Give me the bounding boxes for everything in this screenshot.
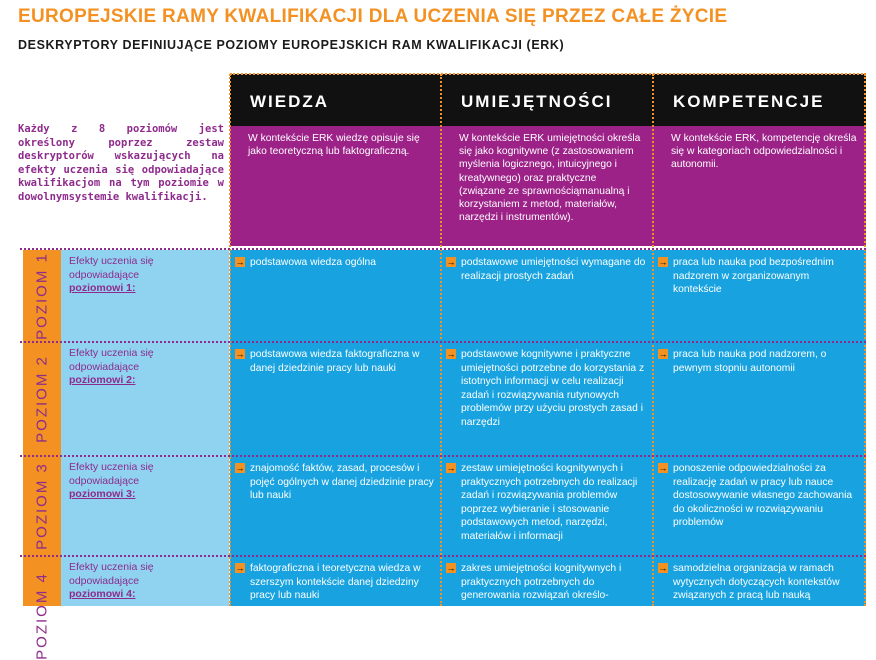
level-description [61, 250, 229, 342]
intro-text: Każdy z 8 poziomów jest określony poprzez zestaw deskryptorów wskazujących na efekty uczenia się odpowiadające kwalifikacjom na tym poziomie w dowolnymsystemie kwalifikacji. [18, 123, 224, 203]
orange-arrow-bullet-icon: → [658, 563, 668, 573]
orange-arrow-bullet-icon: → [446, 563, 456, 573]
cell-text: ponoszenie odpowiedzialności za realizację zadań w pracy lub nauce dostosowywanie własnego zachowania do okoliczności w rozwiązywaniu problemów [673, 463, 853, 529]
cell-text: zestaw umiejętności kognitywnych i praktycznych potrzebnych do realizacji zadań i rozwiązywania problemów poprzez wybieranie i stosowanie podstawowych metod, narzędzi, materiałów i informacji [461, 463, 638, 542]
level-label-text: Efekty uczenia się odpowiadające [69, 347, 154, 373]
orange-arrow-bullet-icon: → [235, 563, 245, 573]
cell-umiejetnosci [441, 456, 653, 556]
orange-arrow-bullet-icon: → [446, 463, 456, 473]
level-link[interactable]: poziomowi 3: [69, 488, 136, 500]
orange-arrow-bullet-icon: → [658, 257, 668, 267]
column-header-wiedza: WIEDZA [230, 74, 441, 126]
cell-umiejetnosci [441, 250, 653, 342]
level-description [61, 556, 229, 606]
level-label-bar [23, 250, 61, 342]
level-name: POZIOM 1 [33, 252, 51, 340]
column-divider [864, 74, 866, 606]
level-link[interactable]: poziomowi 2: [69, 374, 136, 386]
level-label-bar [23, 556, 61, 660]
orange-arrow-bullet-icon: → [658, 463, 668, 473]
level-description [61, 342, 229, 456]
cell-umiejetnosci [441, 556, 653, 606]
row-divider [20, 248, 866, 250]
column-divider [229, 74, 231, 606]
cell-kompetencje [653, 556, 866, 606]
cell-wiedza [230, 556, 441, 606]
column-description-kompetencje: W kontekście ERK, kompetencję określa się w kategoriach odpowiedzialności i autonomii. [653, 126, 866, 246]
orange-arrow-bullet-icon: → [446, 349, 456, 359]
cell-text: podstawowe kognitywne i praktyczne umiejętności potrzebne do korzystania z istotnych informacji w celu realizacji zadań i rozwiązywania rutynowych problemów przy użyciu prostych zasad i narzędzi [461, 349, 645, 428]
level-description [61, 456, 229, 556]
row-divider [20, 555, 866, 557]
column-description-wiedza: W kontekście ERK wiedzę opisuje się jako teoretyczną lub faktograficzną. [230, 126, 441, 246]
level-label-text: Efekty uczenia się odpowiadające [69, 461, 154, 487]
cell-wiedza [230, 456, 441, 556]
cell-umiejetnosci [441, 342, 653, 456]
level-link[interactable]: poziomowi 1: [69, 282, 136, 294]
cell-text: zakres umiejętności kognitywnych i praktycznych potrzebnych do generowania rozwiązań określo- [461, 563, 622, 602]
cell-text: praca lub nauka pod nadzorem, o pewnym stopniu autonomii [673, 349, 827, 374]
cell-text: znajomość faktów, zasad, procesów i pojęć ogólnych w danej dziedzinie pracy lub nauki [250, 463, 434, 502]
column-divider [652, 74, 654, 606]
cell-text: podstawowa wiedza ogólna [250, 257, 376, 268]
row-divider [230, 73, 866, 75]
page-subtitle: DESKRYPTORY DEFINIUJĄCE POZIOMY EUROPEJSKICH RAM KWALIFIKACJI (ERK) [18, 38, 565, 52]
level-name: POZIOM 3 [33, 462, 51, 550]
cell-text: faktograficzna i teoretyczna wiedza w szerszym kontekście danej dziedziny pracy lub nauki [250, 563, 421, 602]
page-title: EUROPEJSKIE RAMY KWALIFIKACJI DLA UCZENIA SIĘ PRZEZ CAŁE ŻYCIE [18, 6, 728, 27]
cell-text: praca lub nauka pod bezpośrednim nadzorem w zorganizowanym kontekście [673, 257, 834, 296]
cell-wiedza [230, 250, 441, 342]
level-name: POZIOM 2 [33, 355, 51, 443]
row-divider [20, 341, 866, 343]
orange-arrow-bullet-icon: → [446, 257, 456, 267]
orange-arrow-bullet-icon: → [235, 463, 245, 473]
orange-arrow-bullet-icon: → [658, 349, 668, 359]
column-header-kompetencje: KOMPETENCJE [653, 74, 866, 126]
level-label-text: Efekty uczenia się odpowiadające [69, 255, 154, 281]
cell-kompetencje [653, 342, 866, 456]
level-link[interactable]: poziomowi 4: [69, 588, 136, 600]
cell-kompetencje [653, 456, 866, 556]
level-label-bar [23, 342, 61, 456]
column-divider [440, 74, 442, 606]
level-label-text: Efekty uczenia się odpowiadające [69, 561, 154, 587]
row-divider [20, 455, 866, 457]
level-name: POZIOM 4 [33, 572, 51, 660]
cell-kompetencje [653, 250, 866, 342]
cell-text: podstawowe umiejętności wymagane do realizacji prostych zadań [461, 257, 646, 282]
column-description-umiejetnosci: W kontekście ERK umiejętności określa się jako kognitywne (z zastosowaniem myślenia logicznego, intuicyjnego i kreatywnego) oraz praktyczne (związane ze sprawnościąmanualną i korzystaniem z metod, materiałów, narzędzi i instrumentów). [441, 126, 653, 246]
column-header-umiejetnosci: UMIEJĘTNOŚCI [441, 74, 653, 126]
cell-wiedza [230, 342, 441, 456]
cell-text: podstawowa wiedza faktograficzna w danej dziedzinie pracy lub nauki [250, 349, 420, 374]
level-label-bar [23, 456, 61, 556]
orange-arrow-bullet-icon: → [235, 349, 245, 359]
cell-text: samodzielna organizacja w ramach wytycznych dotyczących kontekstów związanych z pracą lub nauką [673, 563, 840, 602]
orange-arrow-bullet-icon: → [235, 257, 245, 267]
